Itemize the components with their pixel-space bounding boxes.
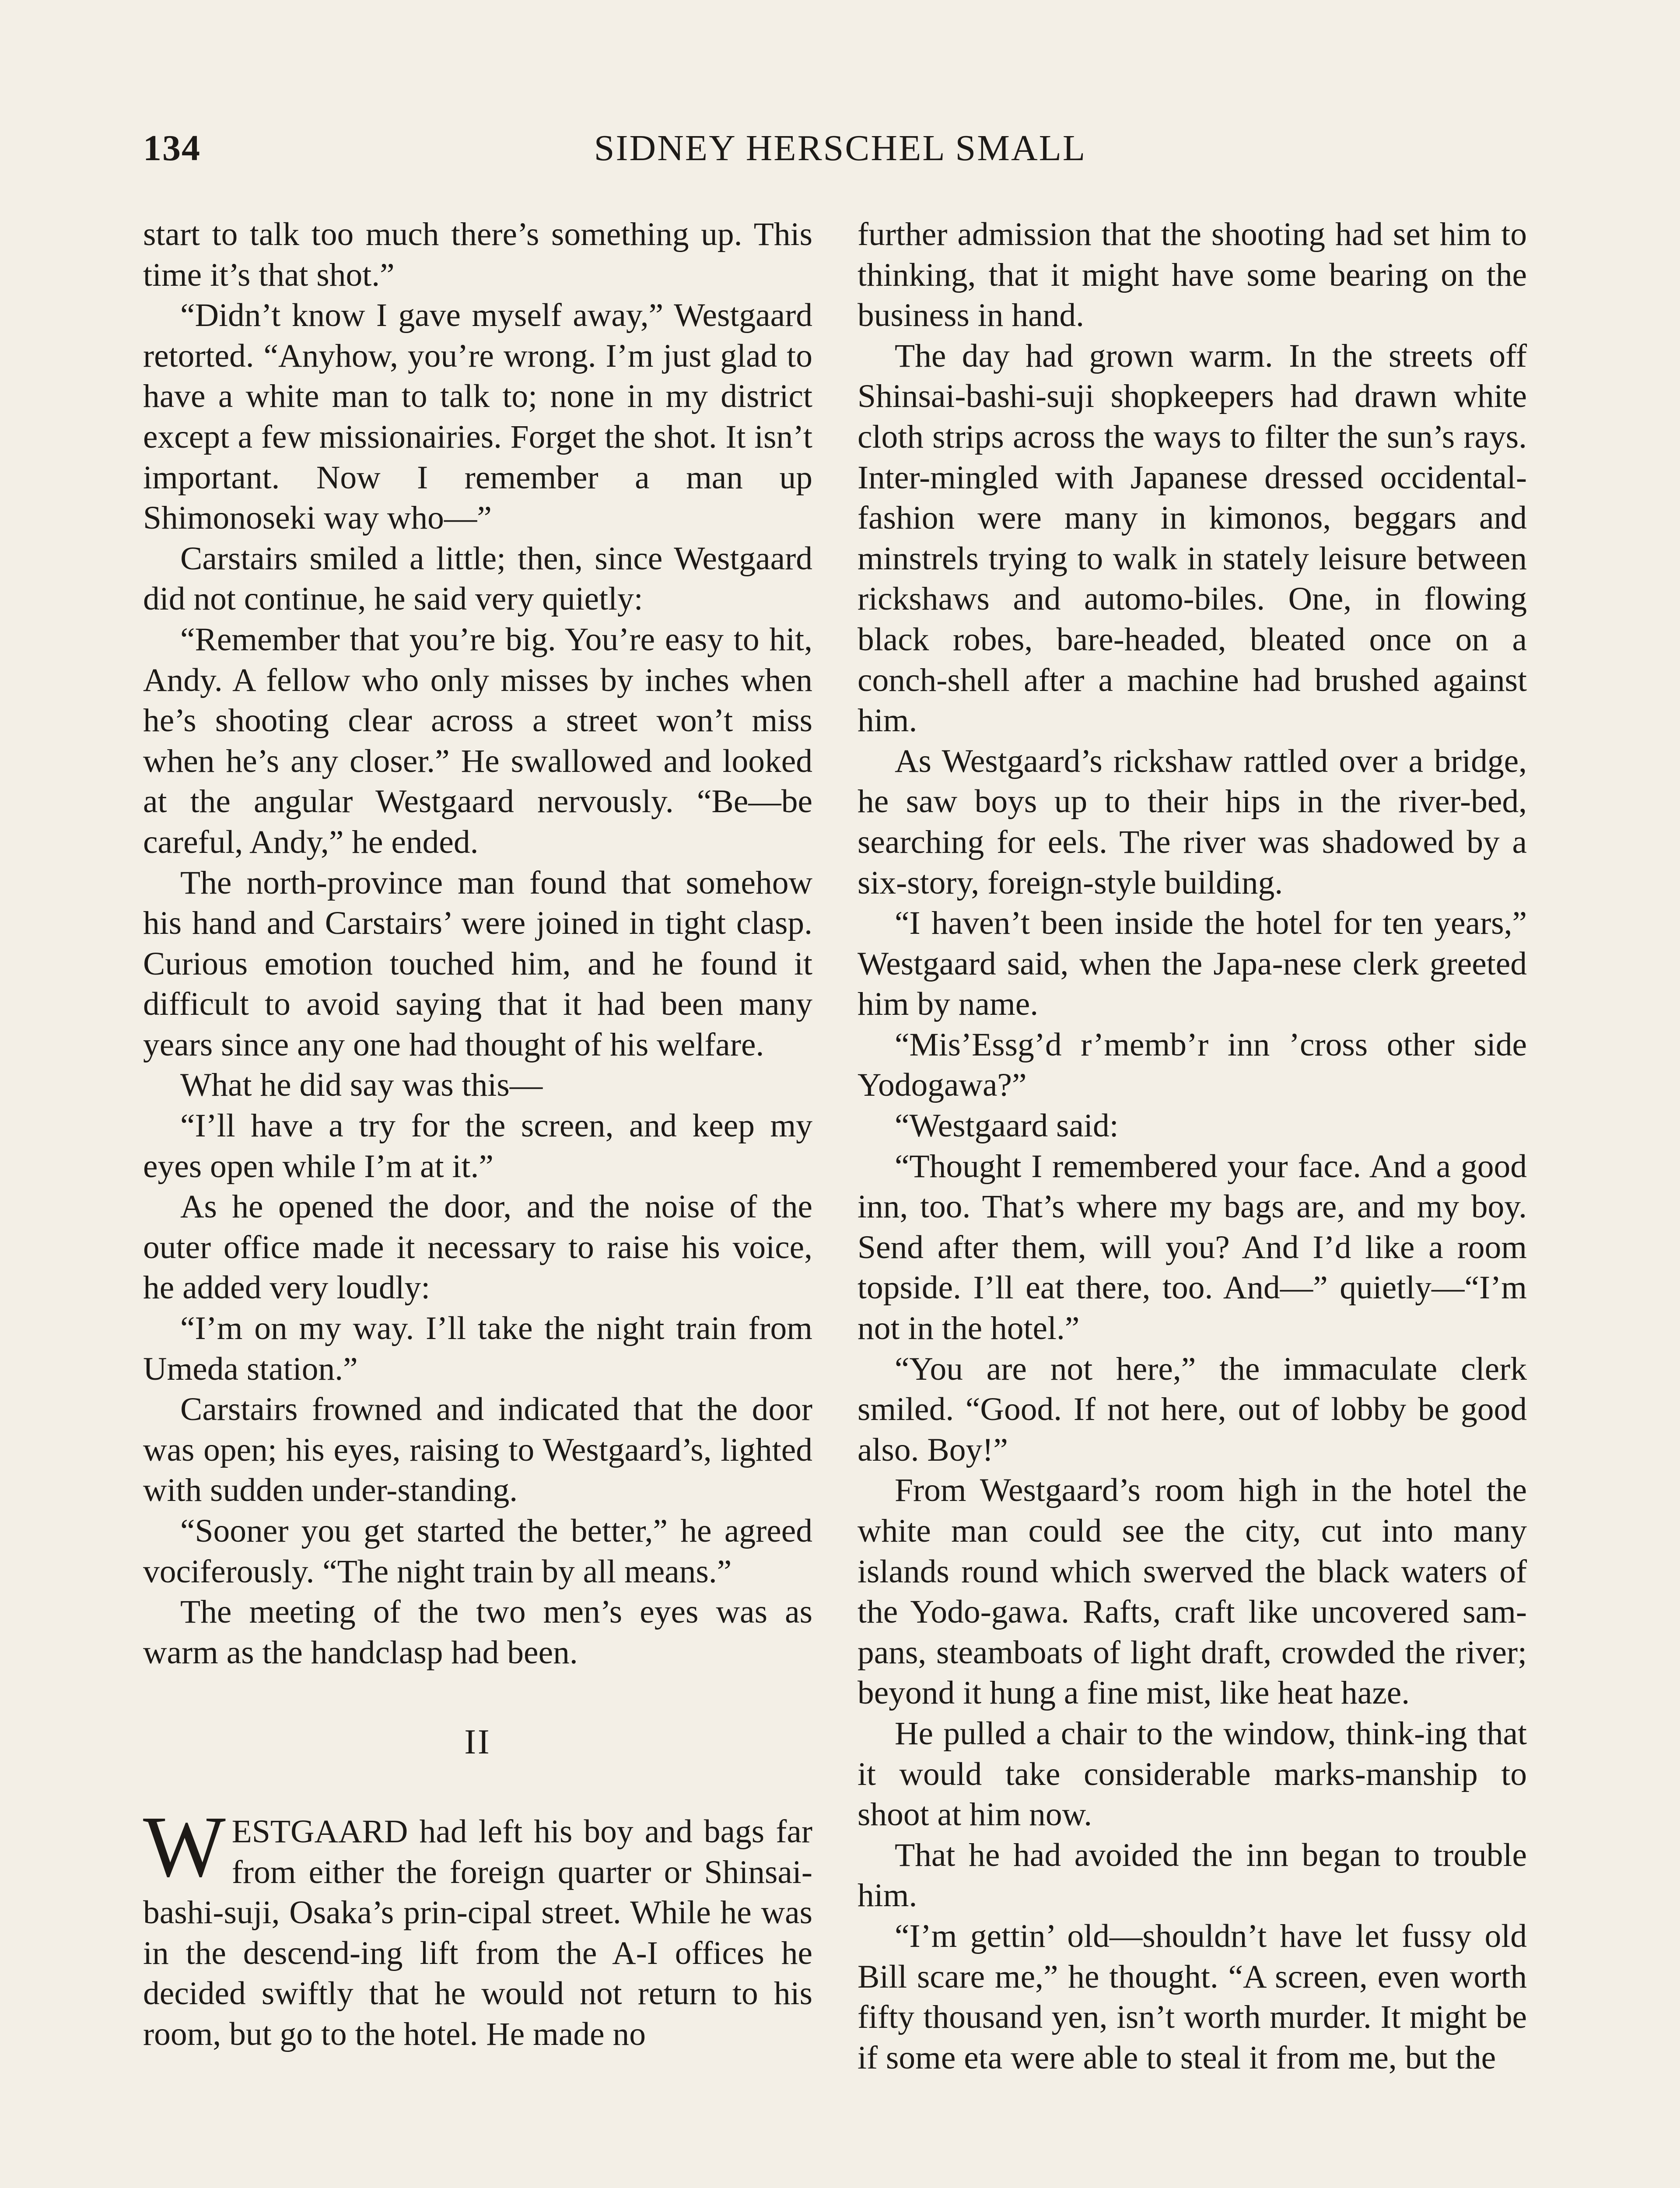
- paragraph: Carstairs smiled a little; then, since Westgaard did not continue, he said very quietly:: [143, 540, 812, 617]
- paragraph: As he opened the door, and the noise of the outer office made it necessary to raise his voice, he added very loudly:: [143, 1189, 812, 1306]
- paragraph: “I haven’t been inside the hotel for ten years,” Westgaard said, when the Japa-nese clerk greeted him by name.: [858, 905, 1527, 1023]
- right-column: [858, 214, 1527, 2078]
- opening-word: ESTGAARD: [231, 1813, 408, 1850]
- paragraph: “I’ll have a try for the screen, and keep my eyes open while I’m at it.”: [143, 1108, 812, 1185]
- paragraph: “I’m on my way. I’ll take the night train from Umeda station.”: [143, 1310, 812, 1387]
- paragraph: As Westgaard’s rickshaw rattled over a bridge, he saw boys up to their hips in the river-bed, searching for eels. The river was shadowed by a six-story, foreign-style building.: [858, 743, 1527, 901]
- running-head: SIDNEY HERSCHEL SMALL: [594, 128, 1087, 168]
- paragraph: “Mis’Essg’d r’memb’r inn ’cross other side Yodogawa?”: [858, 1026, 1527, 1104]
- paragraph: The north-province man found that somehow his hand and Carstairs’ were joined in tight clasp. Curious emotion touched him, and he found it difficult to avoid saying that it had been many years since any one had thought of his welfare.: [143, 864, 812, 1063]
- paragraph: “Didn’t know I gave myself away,” Westgaard retorted. “Anyhow, you’re wrong. I’m just glad to have a white man to talk to; none in my district except a few missionairies. Forget the shot. It isn’t important. Now I remember a man up Shimonoseki way who—”: [143, 297, 812, 536]
- page-header: [143, 127, 1537, 179]
- opening-text: had left his boy and bags far from either the foreign quarter or Shinsai-bashi-suji, Osaka’s prin-cipal street. While he was in the descend-ing lift from the A-I offices he decided swiftly that he would not return to his room, but go to the hotel. He made no: [143, 1813, 812, 2052]
- paragraph: The day had grown warm. In the streets off Shinsai-bashi-suji shopkeepers had drawn white cloth strips across the ways to filter the sun’s rays. Inter-mingled with Japanese dressed occidental-fashion were many in kimonos, beggars and minstrels trying to walk in stately leisure between rickshaws and automo-biles. One, in flowing black robes, bare-headed, bleated once on a conch-shell after a machine had brushed against him.: [858, 337, 1527, 739]
- paragraph: “Sooner you get started the better,” he agreed vociferously. “The night train by all means.”: [143, 1513, 812, 1590]
- left-column: [143, 214, 812, 2055]
- paragraph: From Westgaard’s room high in the hotel the white man could see the city, cut into many islands round which swerved the black waters of the Yodo-gawa. Rafts, craft like uncovered sam-pans, steamboats of light draft, crowded the river; beyond it hung a fine mist, like heat haze.: [858, 1472, 1527, 1711]
- paragraph: “You are not here,” the immaculate clerk smiled. “Good. If not here, out of lobby be good also. Boy!”: [858, 1350, 1527, 1468]
- paragraph: “Thought I remembered your face. And a good inn, too. That’s where my bags are, and my boy. Send after them, will you? And I’d like a room topside. I’ll eat there, too. And—” quietly—“I’m not in the hotel.”: [858, 1148, 1527, 1347]
- paragraph: start to talk too much there’s something up. This time it’s that shot.”: [143, 216, 812, 293]
- paragraph: What he did say was this—: [180, 1067, 543, 1104]
- page-number: 134: [143, 128, 201, 168]
- paragraph: “Remember that you’re big. You’re easy to hit, Andy. A fellow who only misses by inches when he’s shooting clear across a street won’t miss when he’s any closer.” He swallowed and looked at the angular Westgaard nervously. “Be—be careful, Andy,” he ended.: [143, 621, 812, 860]
- paragraph: further admission that the shooting had set him to thinking, that it might have some bearing on the business in hand.: [858, 216, 1527, 334]
- paragraph: Carstairs frowned and indicated that the door was open; his eyes, raising to Westgaard’s, lighted with sudden under-standing.: [143, 1391, 812, 1509]
- paragraph: “Westgaard said:: [895, 1108, 1119, 1144]
- drop-cap: W: [143, 1798, 226, 1895]
- paragraph: The meeting of the two men’s eyes was as warm as the handclasp had been.: [143, 1594, 812, 1671]
- section-heading: II: [464, 1723, 491, 1762]
- section-opening-paragraph: [143, 1798, 812, 2055]
- paragraph: That he had avoided the inn began to trouble him.: [858, 1837, 1527, 1914]
- paragraph: “I’m gettin’ old—shouldn’t have let fussy old Bill scare me,” he thought. “A screen, even worth fifty thousand yen, isn’t worth murder. It might be if some eta were able to steal it from me, but the: [858, 1918, 1527, 2076]
- paragraph: He pulled a chair to the window, think-ing that it would take considerable marks-manship to shoot at him now.: [858, 1715, 1527, 1833]
